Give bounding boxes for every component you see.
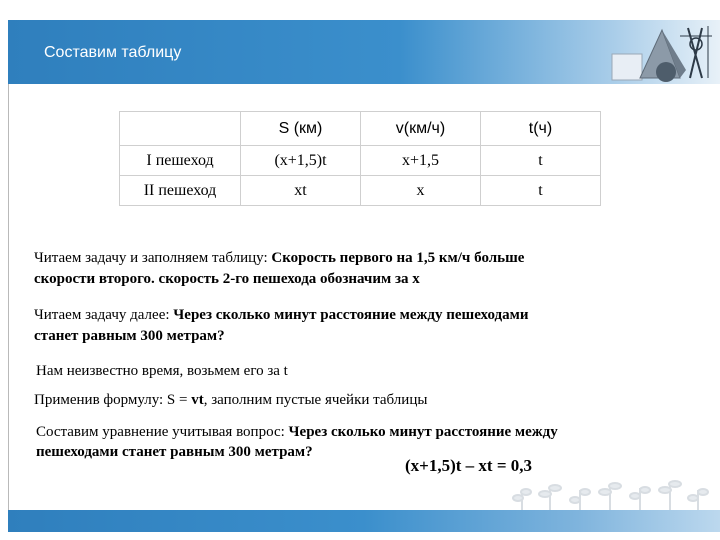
footer-banner xyxy=(8,510,720,532)
paragraph-text: Читаем задачу далее: xyxy=(34,307,174,323)
paragraph-2-line-2 xyxy=(34,326,225,346)
paragraph-bold-text: пешеходами станет равным 300 метрам? xyxy=(36,444,313,460)
table-cell: xt xyxy=(241,176,361,206)
table-cell: (x+1,5)t xyxy=(241,146,361,176)
paragraph-1-line-2 xyxy=(34,269,420,289)
table-header-cell xyxy=(120,112,241,146)
paragraph-5-line-2 xyxy=(36,442,313,462)
paragraph-4 xyxy=(34,390,427,410)
slide-title: Составим таблицу xyxy=(44,44,182,61)
table-header-cell: v(км/ч) xyxy=(361,112,481,146)
row-label: I пешеход xyxy=(120,146,241,176)
table-cell: x+1,5 xyxy=(361,146,481,176)
paragraph-bold-text: Скорость первого на 1,5 км/ч больше xyxy=(271,250,525,266)
table-row xyxy=(120,146,601,176)
paragraph-text: Читаем задачу и заполняем таблицу: xyxy=(34,250,272,266)
table-header-row xyxy=(120,112,601,146)
table-row xyxy=(120,176,601,206)
paragraph-3: Нам неизвестно время, возьмем его за t xyxy=(36,363,288,379)
table-cell: t xyxy=(481,176,601,206)
data-table xyxy=(119,111,601,206)
equation: (x+1,5)t – xt = 0,3 xyxy=(405,456,533,475)
table-header-cell: t(ч) xyxy=(481,112,601,146)
paragraph-5-line-1 xyxy=(36,422,558,442)
paragraph-bold-text: станет равным 300 метрам? xyxy=(34,328,225,344)
paragraph-bold-text: Через сколько минут расстояние между пешеходами xyxy=(173,307,529,323)
paragraph-bold-text: vt xyxy=(191,392,204,408)
paragraph-text: Составим уравнение учитывая вопрос: xyxy=(36,424,289,440)
paragraph-text: , заполним пустые ячейки таблицы xyxy=(203,392,428,408)
paragraph-text: Применив формулу: S = xyxy=(34,392,192,408)
paragraph-2-line-1 xyxy=(34,305,529,325)
paragraph-bold-text: скорости второго. скорость 2-го пешехода обозначим за x xyxy=(34,271,420,287)
table-cell: t xyxy=(481,146,601,176)
left-border-line xyxy=(8,84,9,532)
paragraph-1-line-1 xyxy=(34,248,524,268)
table-header-cell: S (км) xyxy=(241,112,361,146)
paragraph-bold-text: Через сколько минут расстояние между xyxy=(288,424,558,440)
table-cell: x xyxy=(361,176,481,206)
row-label: II пешеход xyxy=(120,176,241,206)
geometry-decoration-icon xyxy=(610,22,714,84)
